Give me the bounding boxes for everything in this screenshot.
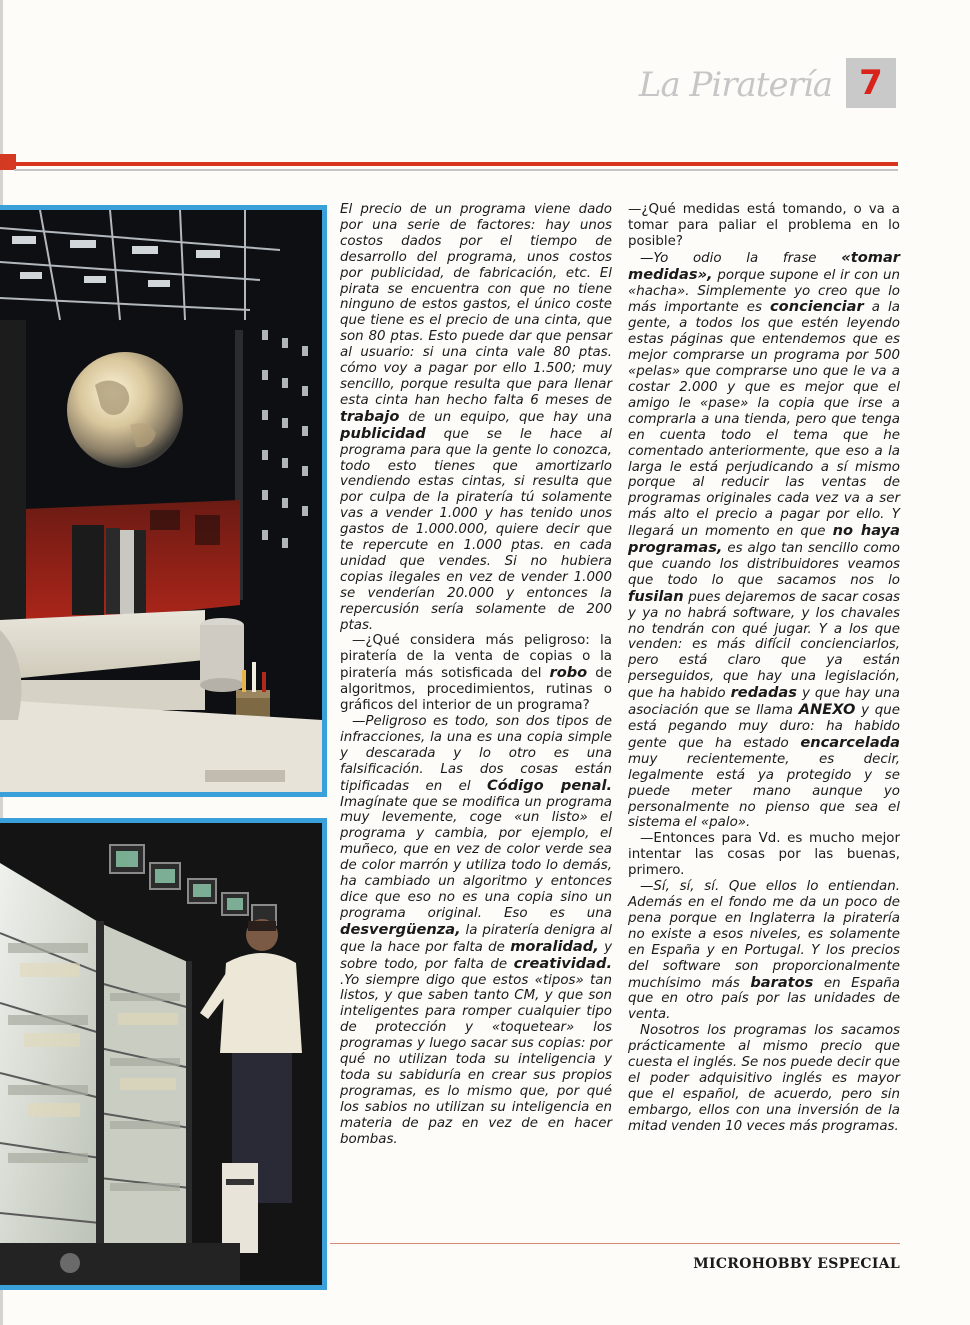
- text-run: —Peligroso es todo, son dos tipos de infracciones, la una es una copia simple y descarada y lo otro es una falsificación. Las dos cosas están tipificadas en el: [340, 714, 612, 794]
- interview-answer: [628, 879, 900, 1023]
- text-run: pues dejaremos de sacar cosas y ya no habrá software, y los chavales no tendrán con qué jugar. Y a los que venden: es más difícil concienciarlos, pero está claro que ya están perseguidos, que hay una legislación, que ha habido: [628, 589, 900, 702]
- keyword-emphasis: no haya programas,: [628, 522, 900, 557]
- keyword-emphasis: robo: [549, 664, 588, 682]
- interview-answer: [628, 250, 900, 832]
- text-run: Nosotros los programas los sacamos prácticamente al mismo precio que cuesta el inglés. Se nos puede decir que el poder adquisitivo inglés es mayor que el español, de acuerdo, pero sin embargo, ellos con una inversión de la mitad venden 10 veces más programas.: [628, 1023, 900, 1134]
- text-run: de algoritmos, procedimientos, rutinas o gráficos del interior de un programa?: [340, 666, 612, 714]
- text-run: —Yo odio la frase: [640, 250, 842, 266]
- text-run: .Yo siempre digo que estos «tipos» tan listos, y que saben tanto CM, y que son inteligentes para romper cualquier tipo de protección y «toquetear» los programas y luego sacar sus copias: por qué no utilizan toda su inteligencia y toda su sabiduría en crear sus propios programas, es lo mismo que, por qué los sabios no utilizan su inteligencia en materia de paz en vez de en hacer bombas.: [340, 972, 612, 1147]
- keyword-emphasis: concienciar: [770, 298, 864, 316]
- text-run: muy recientemente, es decir, legalmente está ya protegido y se puede meter mano aunque yo personalmente no pienso que sea el sistema el «palo».: [628, 751, 900, 831]
- keyword-emphasis: Código penal.: [486, 776, 612, 794]
- article-column-left: [340, 202, 612, 1147]
- page-number-box: [846, 58, 896, 108]
- text-run: la piratería denigra al que la hace por falta de: [340, 922, 612, 955]
- office-photo-illustration: [0, 210, 322, 792]
- keyword-emphasis: fusilan: [628, 587, 684, 605]
- page-number: 7: [859, 63, 883, 103]
- text-run: en España que en otro país por las unidades de venta.: [628, 975, 900, 1023]
- keyword-emphasis: moralidad,: [510, 937, 599, 955]
- keyword-emphasis: redadas: [730, 684, 797, 702]
- keyword-emphasis: encarcelada: [800, 733, 900, 751]
- header-rule-grey: [14, 169, 898, 171]
- interview-answer: [340, 202, 612, 633]
- text-run: —Sí, sí, sí. Que ellos lo entiendan. Además en el fondo me da un poco de pena porque en Inglaterra la piratería no existe a esos niveles, es solamente en España y en Portugal. Y los precios del software son proporcionalmente muchísimo más: [628, 879, 900, 991]
- office-photo: [0, 205, 327, 797]
- text-run: a la gente, a todos los que estén leyendo estas páginas que entendemos que es mejor comprarse un programa por 500 «pelas» que comprarse uno que le va a costar 2.000 y que es mejor que el amigo le «pase» la copia que irse a comprarla a una tienda, pero que tenga en cuenta todo el tema que he comentado anteriormente, que eso a la larga le está perjudicando a sí mismo porque al reducir las ventas de programas originales cada vez va a ser más alto el precio a pagar por ello. Y llegará un momento en que: [628, 300, 900, 540]
- article-column-right: [628, 202, 900, 1135]
- text-run: es algo tan sencillo como que cuando los distribuidores veamos que todo lo que sacamos nos lo: [628, 541, 900, 588]
- text-run: —¿Qué considera más peligroso: la piratería de la venta de copias o la piratería más sotisficada del: [340, 633, 612, 682]
- keyword-emphasis: «tomar medidas»,: [628, 248, 900, 283]
- keyword-emphasis: trabajo: [340, 407, 400, 425]
- keyword-emphasis: publicidad: [340, 424, 426, 442]
- text-run: —Entonces para Vd. es mucho mejor intentar las cosas por las buenas, primero.: [628, 831, 900, 879]
- keyword-emphasis: desvergüenza,: [340, 920, 461, 938]
- header-rule-red: [14, 162, 898, 166]
- interview-answer: [340, 714, 612, 1147]
- interview-answer: [628, 1023, 900, 1134]
- text-run: —¿Qué medidas está tomando, o va a tomar para paliar el problema en lo posible?: [628, 202, 900, 249]
- text-run: y sobre todo, por falta de: [340, 939, 612, 972]
- keyword-emphasis: ANEXO: [798, 701, 856, 719]
- text-run: porque supone el ir con un «hacha». Simplemente yo creo que lo más importante es: [628, 267, 900, 316]
- publication-footer: MICROHOBBY ESPECIAL: [693, 1256, 900, 1272]
- text-run: Imagínate que se modifica un programa muy levemente, coge «un listo» el programa y cambia, por ejemplo, el muñeco, que en vez de color verde sea de color marrón y utiliza todo lo demás, ha cambiado un algoritmo y entonces dice que eso no es una copia sino un programa original. Eso es una: [340, 794, 612, 921]
- text-run: y que está pegando muy duro: ha habido gente que ha estado: [628, 703, 900, 751]
- shop-photo-illustration: [0, 823, 322, 1285]
- footer-rule: [330, 1243, 900, 1244]
- keyword-emphasis: creatividad.: [513, 954, 612, 972]
- section-title: La Piratería: [638, 65, 832, 105]
- text-run: que se le hace al programa para que la gente lo conozca, todo esto tienes que amortizarlo vendiendo estas cintas, si resulta que por culpa de la piratería tú solamente vas a vender 1.000 y has tenido unos gastos de 1.000.000, quiere decir que te repercute en 1.000 ptas. en cada unidad que vendes. Si no hubiera copias ilegales en vez de vender 1.000 se venderían 20.000 y entonces la repercusión sería solamente de 200 ptas.: [340, 426, 612, 633]
- interview-question: [628, 831, 900, 879]
- interview-question: [340, 633, 612, 714]
- text-run: de un equipo, que hay una: [399, 409, 612, 425]
- interview-question: [628, 202, 900, 250]
- text-run: El precio de un programa viene dado por una serie de factores: hay unos costos dados por el tiempo de desarrollo del programa, unos costos por publicidad, de fabricación, etc. El pirata se encuentra con que no tiene ninguno de estos gastos, el único coste que tiene es el precio de una cinta, que son 80 ptas. Esto puede dar que pensar al usuario: si una cinta vale 80 ptas. cómo voy a pagar por ello 1.500; muy sencillo, porque resulta que para llenar esta cinta han hecho falta 6 meses de: [340, 202, 612, 408]
- keyword-emphasis: baratos: [750, 973, 814, 991]
- text-run: y que hay una asociación que se llama: [628, 686, 900, 719]
- shop-photo: [0, 818, 327, 1290]
